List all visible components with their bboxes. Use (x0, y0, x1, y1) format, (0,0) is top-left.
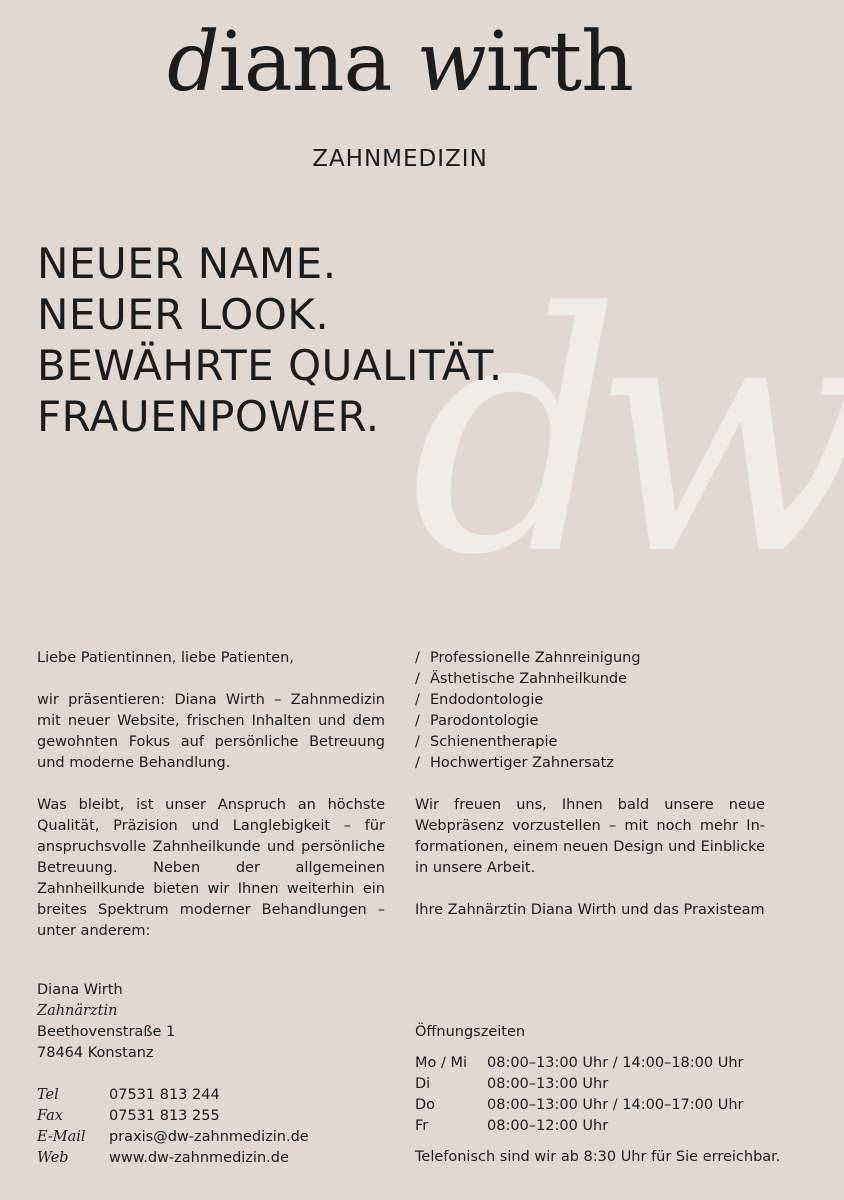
contact-block (37, 1085, 309, 1169)
contact-row-email (37, 1127, 309, 1148)
contact-label: Tel (37, 1087, 59, 1103)
hours-row: Fr 08:00–12:00 Uhr (415, 1118, 609, 1134)
hours-title: Öffnungszeiten (415, 1024, 526, 1040)
contact-label: Fax (37, 1108, 63, 1124)
phone-value[interactable]: 07531 813 244 (109, 1087, 220, 1103)
opening-hours (415, 1022, 780, 1168)
headline-line: NEUER NAME. (37, 239, 337, 288)
contact-label: Web (37, 1150, 69, 1166)
phone-availability-note: Telefonisch sind wir ab 8:30 Uhr für Sie erreichbar. (415, 1149, 781, 1165)
letter-paragraph-1: wir präsentieren: Diana Wirth – Zahnmedizin mit neuer Website, frischen Inhalten und dem gewohnten Fokus auf persönliche Betreuung und moderne Behandlung. (37, 692, 385, 771)
service-item: / Parodontologie (415, 713, 539, 729)
headline-line: NEUER LOOK. (37, 290, 330, 339)
headline-line: FRAUENPOWER. (37, 392, 380, 441)
service-item: / Hochwertiger Zahnersatz (415, 755, 614, 771)
contact-row-fax (37, 1106, 309, 1127)
letter-greeting: Liebe Patientinnen, liebe Patienten, (37, 650, 294, 666)
service-item: / Endodontologie (415, 692, 544, 708)
letter-paragraph-3: Wir freuen uns, Ihnen bald unsere neue Webpräsenz vorzustellen – mit noch mehr Informationen, einem neuen Design und Einblicke in unsere Arbeit. (415, 797, 765, 876)
hours-row: Mo / Mi 08:00–13:00 Uhr / 14:00–18:00 Uhr (415, 1055, 744, 1071)
address-street: Beethovenstraße 1 (37, 1024, 176, 1040)
fax-value: 07531 813 255 (109, 1108, 220, 1124)
hours-row: Do 08:00–13:00 Uhr / 14:00–17:00 Uhr (415, 1097, 744, 1113)
service-item: / Ästhetische Zahnheilkunde (415, 671, 628, 687)
letter-signoff: Ihre Zahnärztin Diana Wirth und das Praxisteam (415, 902, 765, 918)
headline (37, 238, 503, 442)
letter-right-column (415, 648, 765, 921)
brand-logo: diana wirth (167, 15, 633, 110)
monogram-watermark: dw (410, 243, 844, 627)
service-item: / Professionelle Zahnreinigung (415, 650, 641, 666)
service-item: / Schienentherapie (415, 734, 558, 750)
address-title: Zahnärztin (37, 1003, 118, 1019)
headline-line: BEWÄHRTE QUALITÄT. (37, 341, 503, 390)
brand-subtitle: ZAHNMEDIZIN (312, 146, 488, 172)
email-link[interactable]: praxis@dw-zahnmedizin.de (109, 1129, 309, 1145)
contact-row-tel (37, 1085, 309, 1106)
address-block (37, 980, 175, 1064)
hours-row: Di 08:00–13:00 Uhr (415, 1076, 609, 1092)
contact-row-web (37, 1148, 309, 1169)
letter-paragraph-2: Was bleibt, ist unser Anspruch an höchste Qualität, Präzision und Langlebigkeit – für anspruchsvolle Zahnheilkunde und persönliche Betreuung. Neben der allgemeinen Zahnheilkunde bieten wir Ihnen weiterhin ein breites Spektrum moderner Behandlungen – unter anderem: (37, 797, 385, 939)
letter-left-column (37, 648, 385, 942)
website-link[interactable]: www.dw-zahnmedizin.de (109, 1150, 289, 1166)
contact-label: E-Mail (37, 1129, 86, 1145)
address-name: Diana Wirth (37, 982, 123, 998)
address-city: 78464 Konstanz (37, 1045, 154, 1061)
